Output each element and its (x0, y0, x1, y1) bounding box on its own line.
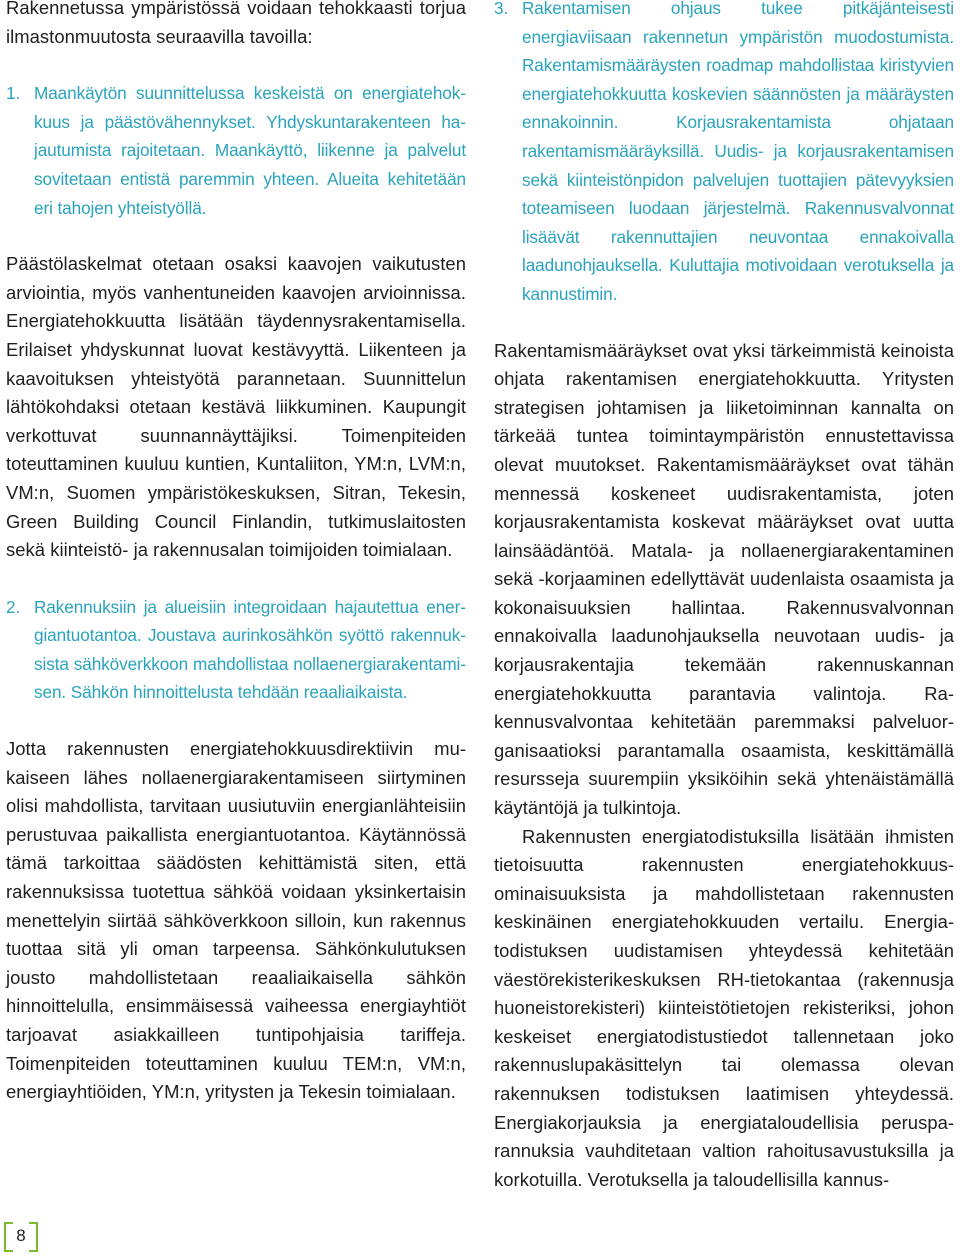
right-column (494, 0, 954, 1194)
list-item-3 (494, 0, 954, 309)
body-paragraph-1: Päästölaskelmat otetaan osaksi kaavojen vaikutusten arviointia, myös vanhentuneiden kaavojen arvioinnissa. Energiatehokkuutta lisätään täydennysrakentamisella. Erilaiset yhdyskunnat luovat kestävyyttä. Liikenteen ja kaavoituksen yhteistyötä parannetaan. Suunnittelun lähtökohdaksi otetaan kestävä liikkuminen. Kaupungit verkottuvat suunnannäyttäjiksi. Toimenpiteiden toteuttaminen kuuluu kuntien, Kuntaliiton, YM:n, LVM:n, VM:n, Suomen ympäristökeskuksen, Sitran, Tekesin, Green Building Council Finlandin, tutkimuslaitosten sekä kiinteistö- ja rakennusalan toimijoiden toimialaan. (6, 253, 466, 561)
left-bracket-icon (4, 1222, 13, 1252)
body-paragraph-4: Rakennusten energiatodistuksilla lisätään ihmisten tietoisuutta rakennusten energiatehokkuusominaisuuksista ja mahdollistetaan rakennusten keskinäinen energiatehokkuuden vertailu. Energiatodistuksen uudistamisen yhteydessä kehitetään väestörekisterikeskuksen RH-tietokantaa (rakennusja huoneistorekisteri) kiinteistötietojen rekisteriksi, johon keskeiset energiatodistustiedot tallennetaan joko rakennuslupakäsittelyn tai olemassa olevan rakennuksen todistuksen laatimisen yhteydessä. Energiakorjauksia ja energiataloudellisia perusparannuksia vauhditetaan valtion rahoitusavustuksilla ja korkotuilla. Verotuksella ja taloudellisilla kannus- (494, 825, 954, 1190)
list-item-1 (6, 79, 466, 222)
list-number-1: 1. (6, 83, 21, 104)
left-column (6, 0, 466, 1107)
list-text-3: Rakentamisen ohjaus tukee pitkäjänteisesti energiaviisaan rakennetun ympäristön muodostumista. Rakentamismääräysten roadmap mahdollistaa kiristyvien energiatehokkuutta koskevien säännösten ja määräysten ennakoinnin. Korjausrakentamista ohjataan rakentamismääräyksillä. Uudis- ja korjausrakentamisen sekä kiinteistönpidon palvelujen tuottajien pätevyyksien toteamiseen luodaan järjestelmä. Rakennusvalvonnat lisäävät rakennuttajien neuvontaa ennakoivalla laadunohjauksella. Kuluttajia motivoidaan verotuksella ja kannustimin. (522, 0, 954, 304)
list-number-3: 3. (494, 0, 509, 18)
page-number (4, 1222, 38, 1250)
body-paragraph-2: Jotta rakennusten energiatehokkuusdirektiivin mukaiseen lähes nollaenergiarakentamiseen siirtyminen olisi mahdollista, tarvitaan uusiutuviin energianlähteisiin perustuvaa paikallista energiantuotantoa. Käytännössä tämä tarkoittaa säädösten kehittämistä siten, että rakennuksissa tuotettua sähköä voidaan yksinkertaisin menettelyin siirtää sähköverkkoon silloin, kun rakennus tuottaa sitä yli oman tarpeensa. Sähkönkulutuksen jousto mahdollistetaan reaaliaikaisella sähkön hinnoittelulla, ensimmäisessä vaiheessa energiayhtiöt tarjoavat asiakkailleen tuntipohjaisia tariffeja. Toimenpiteiden toteuttaminen kuuluu TEM:n, VM:n, energiayhtiöiden, YM:n, yritysten ja Tekesin toimialaan. (6, 738, 466, 1103)
list-text-1: Maankäytön suunnittelussa keskeistä on energiatehokkuus ja päästövähennykset. Yhdyskuntarakenteen hajautumista rajoitetaan. Maankäyttö, liikenne ja palvelut sovitetaan entistä paremmin yhteen. Alueita kehitetään eri tahojen yhteistyöllä. (34, 83, 466, 218)
list-number-2: 2. (6, 596, 21, 617)
body-paragraph-3: Rakentamismääräykset ovat yksi tärkeimmistä keinoista ohjata rakentamisen energiatehokkuutta. Yritysten strategisen johtamisen ja liiketoiminnan kannalta on tärkeää tuntea toimintaympäristön ennustettavissa olevat muutokset. Rakentamismääräykset ovat tähän mennessä koskeneet uudisrakentamista, joten korjausrakentamista koskevat määräykset ovat uutta lainsäädäntöä. Matala- ja nollaenergiarakentaminen sekä -korjaaminen edellyttävät uudenlaista osaamista ja kokonaisuuksien hallintaa. Rakennusvalvonnan ennakoivalla laadunohjauksella neuvotaan uudis- ja korjausrakentajia tekemään rakennuskannan energiatehokkuutta parantavia valintoja. Rakennusvalvontaa kehitetään paremmaksi palveluorganisaatioksi parantamalla osaamista, keskittämällä resursseja suurempiin yksiköihin sekä yhtenäistämällä käytäntöjä ja tulkintoja. (494, 339, 954, 819)
list-item-2 (6, 593, 466, 707)
list-text-2: Rakennuksiin ja alueisiin integroidaan hajautettua energiantuotantoa. Joustava aurinkosähkön syöttö rakennuksista sähköverkkoon mahdollistaa nollaenergiarakentamisen. Sähkön hinnoittelusta tehdään reaaliaikaista. (34, 596, 466, 703)
page-number-text: 8 (16, 1226, 26, 1245)
intro-paragraph: Rakennetussa ympäristössä voidaan tehokkaasti torjua ilmastonmuutosta seuraavilla tavoilla: (6, 0, 466, 47)
right-bracket-icon (29, 1222, 38, 1252)
